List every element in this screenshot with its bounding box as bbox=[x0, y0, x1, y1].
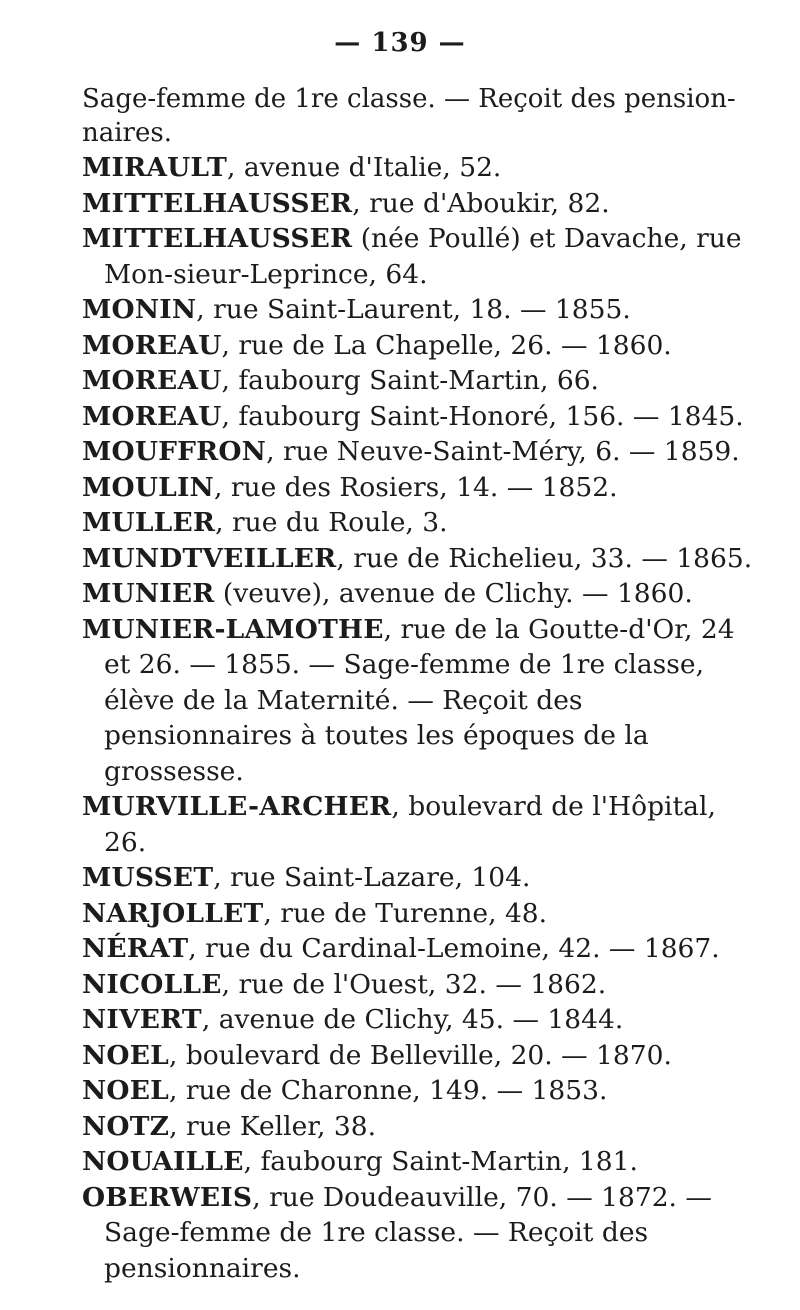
entry-name: MUSSET bbox=[82, 862, 214, 893]
directory-entry: NOUAILLE, faubourg Saint-Martin, 181. bbox=[82, 1146, 638, 1177]
continued-entry-text: Sage-femme de 1re classe. — Reçoit des pension-naires. bbox=[82, 84, 736, 148]
directory-entry: NIVERT, avenue de Clichy, 45. — 1844. bbox=[82, 1004, 624, 1035]
entry-name: MOREAU bbox=[82, 400, 222, 432]
directory-entry: MONIN, rue Saint-Laurent, 18. — 1855. bbox=[82, 294, 631, 325]
directory-entry: NICOLLE, rue de l'Ouest, 32. — 1862. bbox=[82, 968, 607, 1000]
directory-entry: NARJOLLET, rue de Turenne, 48. bbox=[82, 897, 548, 929]
entry-name: MOREAU bbox=[82, 365, 222, 396]
entry-details: boulevard de Belleville, 20. — 1870. bbox=[185, 1039, 672, 1071]
entry-details: rue Keller, 38. bbox=[186, 1110, 377, 1142]
directory-entry: MUSSET, rue Saint-Lazare, 104. bbox=[82, 862, 531, 893]
directory-entry: NOEL, rue de Charonne, 149. — 1853. bbox=[82, 1075, 608, 1106]
directory-entry: MOREAU, faubourg Saint-Martin, 66. bbox=[82, 365, 599, 396]
entry-details: rue des Rosiers, 14. — 1852. bbox=[230, 471, 618, 503]
entry-details: rue de Charonne, 149. — 1853. bbox=[185, 1075, 608, 1106]
directory-entry bbox=[82, 221, 754, 292]
entry-details: rue Neuve-Saint-Méry, 6. — 1859. bbox=[282, 436, 740, 467]
entry-name: MULLER bbox=[82, 507, 216, 538]
entry-details: rue Saint-Laurent, 18. — 1855. bbox=[213, 294, 631, 325]
entry-details: faubourg Saint-Martin, 66. bbox=[238, 365, 599, 396]
entry-details: rue d'Aboukir, 82. bbox=[369, 187, 610, 219]
directory-entry: MUNDTVEILLER, rue de Richelieu, 33. — 1865. bbox=[82, 542, 753, 574]
directory-entry: MOREAU, rue de La Chapelle, 26. — 1860. bbox=[82, 329, 672, 361]
entry-name: OBERWEIS bbox=[82, 1181, 253, 1213]
directory-entry: MOULIN, rue des Rosiers, 14. — 1852. bbox=[82, 471, 618, 503]
entry-details: rue de Richelieu, 33. — 1865. bbox=[353, 542, 753, 574]
entry-name: NOEL bbox=[82, 1075, 169, 1106]
directory-entry: MOUFFRON, rue Neuve-Saint-Méry, 6. — 1859. bbox=[82, 436, 740, 467]
entry-name: NOEL bbox=[82, 1039, 169, 1071]
directory-list bbox=[82, 150, 754, 1286]
entry-name: NÉRAT bbox=[82, 933, 189, 964]
directory-entry: MIRAULT, avenue d'Italie, 52. bbox=[82, 152, 502, 183]
entry-name: NARJOLLET bbox=[82, 897, 264, 929]
directory-entry: MOREAU, faubourg Saint-Honoré, 156. — 1845. bbox=[82, 400, 744, 432]
page-number: — 139 — bbox=[334, 28, 466, 58]
entry-details: rue de La Chapelle, 26. — 1860. bbox=[238, 329, 672, 361]
entry-name: MOULIN bbox=[82, 471, 214, 503]
entry-details: rue Doudeauville, 70. — 1872. — Sage-femme de 1re classe. — Reçoit des pensionnaires. bbox=[104, 1181, 712, 1284]
entry-details: rue de l'Ouest, 32. — 1862. bbox=[238, 968, 607, 1000]
directory-entry: MUNIER-LAMOTHE, rue de la Goutte-d'Or, 24 et 26. — 1855. — Sage-femme de 1re classe, élève de la Maternité. — Reçoit des pensionnaires à toutes les époques de la grossesse. bbox=[82, 613, 735, 787]
entry-name: MONIN bbox=[82, 294, 197, 325]
entry-details: faubourg Saint-Honoré, 156. — 1845. bbox=[238, 400, 744, 432]
entry-details: rue du Cardinal-Lemoine, 42. — 1867. bbox=[205, 933, 720, 964]
entry-details: rue Saint-Lazare, 104. bbox=[230, 862, 531, 893]
entry-details: avenue d'Italie, 52. bbox=[243, 152, 502, 183]
entry-name: MITTELHAUSSER bbox=[82, 187, 353, 219]
entry-name: NOTZ bbox=[82, 1110, 170, 1142]
entry-name: MOREAU bbox=[82, 329, 222, 361]
entry-details: rue de la Goutte-d'Or, 24 et 26. — 1855. — Sage-femme de 1re classe, élève de la Maternité. — Reçoit des pensionnaires à toutes les époques de la grossesse. bbox=[104, 613, 735, 787]
directory-entry: NOTZ, rue Keller, 38. bbox=[82, 1110, 377, 1142]
entry-details: boulevard de l'Hôpital, 26. bbox=[104, 791, 716, 858]
entry-details: rue de Turenne, 48. bbox=[280, 897, 548, 929]
directory-entry: MURVILLE-ARCHER, boulevard de l'Hôpital, 26. bbox=[82, 791, 716, 858]
entry-name: MIRAULT bbox=[82, 152, 228, 183]
entry-details: avenue de Clichy, 45. — 1844. bbox=[218, 1004, 624, 1035]
entry-name: MURVILLE-ARCHER bbox=[82, 791, 392, 822]
directory-entry: OBERWEIS, rue Doudeauville, 70. — 1872. — Sage-femme de 1re classe. — Reçoit des pensionnaires. bbox=[82, 1181, 712, 1284]
entry-name: MITTELHAUSSER bbox=[82, 223, 353, 254]
entry-name: MUNIER bbox=[82, 578, 215, 609]
entry-details: (née Poullé) et Davache, rue Mon-sieur-Leprince, 64. bbox=[104, 223, 742, 290]
entry-details: (veuve), avenue de Clichy. — 1860. bbox=[222, 578, 693, 609]
directory-entry: MULLER, rue du Roule, 3. bbox=[82, 507, 448, 538]
entry-name: NOUAILLE bbox=[82, 1146, 244, 1177]
entry-details: rue du Roule, 3. bbox=[232, 507, 448, 538]
entry-name: NICOLLE bbox=[82, 968, 222, 1000]
directory-entry bbox=[82, 576, 754, 612]
entry-details: faubourg Saint-Martin, 181. bbox=[260, 1146, 638, 1177]
entry-name: MUNIER-LAMOTHE bbox=[82, 613, 384, 645]
directory-entry: NÉRAT, rue du Cardinal-Lemoine, 42. — 1867. bbox=[82, 933, 720, 964]
entry-name: MUNDTVEILLER bbox=[82, 542, 337, 574]
entry-name: MOUFFRON bbox=[82, 436, 267, 467]
directory-entry: NOEL, boulevard de Belleville, 20. — 1870. bbox=[82, 1039, 672, 1071]
directory-entry: MITTELHAUSSER, rue d'Aboukir, 82. bbox=[82, 187, 610, 219]
entry-name: NIVERT bbox=[82, 1004, 202, 1035]
